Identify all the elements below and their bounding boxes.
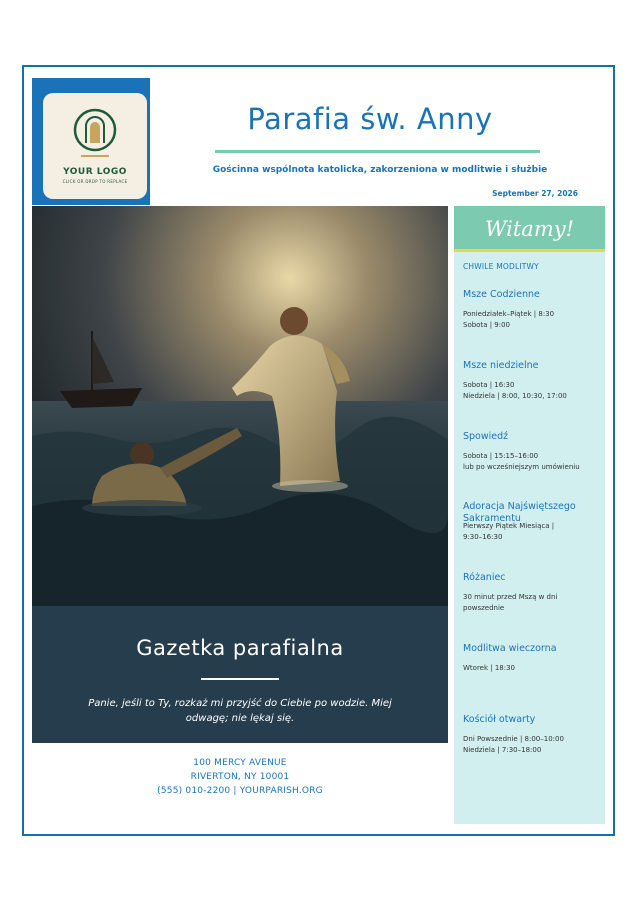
title-divider bbox=[215, 150, 540, 153]
welcome-heading: Witamy! bbox=[484, 217, 575, 241]
schedule-line: Sobota | 9:00 bbox=[463, 321, 511, 329]
schedule-line: Wtorek | 18:30 bbox=[463, 664, 516, 672]
schedule-line: 30 minut przed Mszą w dni bbox=[463, 593, 558, 601]
phone-website: (555) 010-2200 | YOURPARISH.ORG bbox=[157, 786, 323, 796]
schedule-line: lub po wcześniejszym umówieniu bbox=[463, 463, 580, 471]
prayer-times-sidebar bbox=[454, 206, 605, 824]
logo-placeholder[interactable] bbox=[32, 78, 150, 205]
schedule-line: 9:30–16:30 bbox=[463, 533, 503, 541]
hero-image bbox=[32, 206, 448, 606]
logo-subtext: CLICK OR DROP TO REPLACE bbox=[62, 179, 128, 184]
schedule-item bbox=[463, 501, 597, 543]
schedule-item bbox=[463, 572, 597, 614]
schedule-line: Sobota | 16:30 bbox=[463, 381, 515, 389]
schedule-title: Adoracja Najświętszego Sakramentu bbox=[463, 501, 576, 524]
issue-date: September 27, 2026 bbox=[492, 189, 578, 198]
scripture-quote: Panie, jeśli to Ty, rozkaż mi przyjść do Ciebie po wodzie. Miej odwagę; nie lękaj się. bbox=[88, 698, 392, 724]
schedule-item bbox=[463, 643, 597, 674]
schedule-title: Kościół otwarty bbox=[463, 714, 536, 725]
logo-card bbox=[43, 93, 147, 199]
parish-title: Parafia św. Anny bbox=[247, 102, 493, 136]
address-city: RIVERTON, NY 10001 bbox=[190, 772, 290, 782]
schedule-item bbox=[463, 431, 597, 473]
schedule-title: Msze niedzielne bbox=[463, 360, 539, 371]
schedule-item bbox=[463, 289, 597, 331]
address-street: 100 MERCY AVENUE bbox=[193, 758, 287, 768]
schedule-line: Niedziela | 7:30–18:00 bbox=[463, 746, 542, 754]
schedule-title: Różaniec bbox=[463, 572, 506, 583]
parish-tagline: Gościnna wspólnota katolicka, zakorzeniona w modlitwie i służbie bbox=[212, 165, 548, 175]
schedule-line: Sobota | 15:15–16:00 bbox=[463, 452, 539, 460]
hero-panel bbox=[32, 606, 448, 743]
schedule-line: powszednie bbox=[463, 604, 505, 612]
schedule-line: Poniedziałek–Piątek | 8:30 bbox=[463, 310, 555, 318]
schedule-line: Niedziela | 8:00, 10:30, 17:00 bbox=[463, 392, 567, 400]
church-door-icon bbox=[43, 93, 147, 163]
schedule-line: Pierwszy Piątek Miesiąca | bbox=[463, 522, 555, 530]
schedule-title: Spowiedź bbox=[463, 431, 509, 442]
schedule-line: Dni Powszednie | 8:00–10:00 bbox=[463, 735, 564, 743]
bulletin-heading: Gazetka parafialna bbox=[136, 636, 344, 660]
logo-text: YOUR LOGO bbox=[63, 167, 127, 177]
schedule-item bbox=[463, 714, 597, 756]
sidebar-header bbox=[454, 206, 605, 249]
heading-divider bbox=[201, 678, 279, 680]
schedule-title: Msze Codzienne bbox=[463, 289, 540, 300]
sidebar-label: CHWILE MODLITWY bbox=[463, 262, 539, 271]
sidebar-accent-stripe bbox=[454, 249, 605, 252]
contact-block bbox=[32, 756, 448, 798]
schedule-item bbox=[463, 360, 597, 402]
schedule-title: Modlitwa wieczorna bbox=[463, 643, 557, 654]
